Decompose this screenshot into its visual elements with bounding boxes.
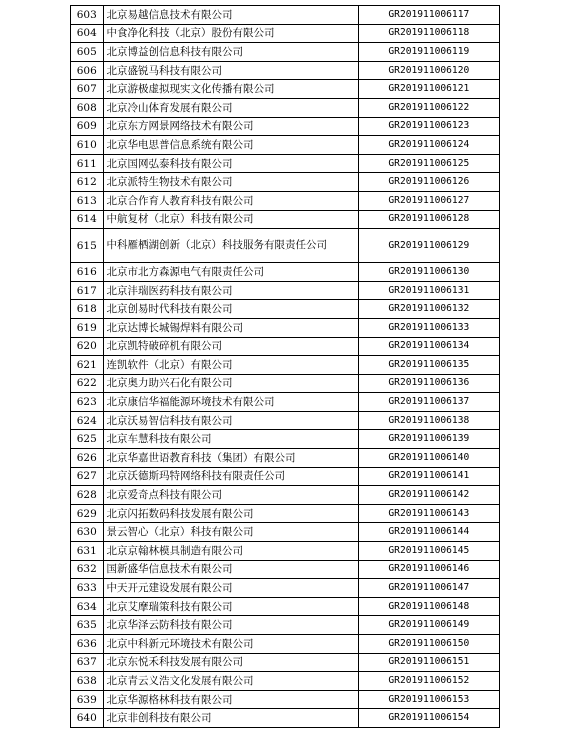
table-row — [71, 210, 500, 229]
certificate-number-cell: GR201911006151 — [358, 653, 499, 672]
row-number-cell: 620 — [71, 337, 104, 356]
certificate-number-cell: GR201911006117 — [358, 6, 499, 25]
company-name-cell: 北京非创科技有限公司 — [103, 709, 358, 728]
table-row — [71, 616, 500, 635]
row-number-cell: 619 — [71, 318, 104, 337]
certificate-number-cell: GR201911006147 — [358, 579, 499, 598]
certificate-number-cell: GR201911006130 — [358, 263, 499, 282]
company-name-cell: 北京车慧科技有限公司 — [103, 430, 358, 449]
certificate-number-cell: GR201911006129 — [358, 229, 499, 263]
row-number-cell: 628 — [71, 486, 104, 505]
row-number-cell: 605 — [71, 43, 104, 62]
company-name-cell: 北京沃易智信科技有限公司 — [103, 411, 358, 430]
certificate-number-cell: GR201911006128 — [358, 210, 499, 229]
row-number-cell: 636 — [71, 635, 104, 654]
company-name-cell: 北京华嘉世语教育科技（集团）有限公司 — [103, 449, 358, 468]
table-row — [71, 597, 500, 616]
certificate-number-cell: GR201911006143 — [358, 504, 499, 523]
company-name-cell: 北京游极虚拟现实文化传播有限公司 — [103, 80, 358, 99]
company-name-cell: 北京市北方森源电气有限责任公司 — [103, 263, 358, 282]
row-number-cell: 629 — [71, 504, 104, 523]
company-name-cell: 北京博益创信息科技有限公司 — [103, 43, 358, 62]
company-name-cell: 北京华泽云防科技有限公司 — [103, 616, 358, 635]
row-number-cell: 638 — [71, 672, 104, 691]
certificate-number-cell: GR201911006148 — [358, 597, 499, 616]
enterprise-list-table — [70, 5, 500, 728]
company-name-cell: 北京冷山体育发展有限公司 — [103, 98, 358, 117]
company-name-cell: 北京沣瑞医药科技有限公司 — [103, 281, 358, 300]
company-name-cell: 中食净化科技（北京）股份有限公司 — [103, 24, 358, 43]
table-row — [71, 653, 500, 672]
table-row — [71, 154, 500, 173]
company-name-cell: 景云智心（北京）科技有限公司 — [103, 523, 358, 542]
row-number-cell: 633 — [71, 579, 104, 598]
company-name-cell: 北京国网弘泰科技有限公司 — [103, 154, 358, 173]
company-name-cell: 北京华源格林科技有限公司 — [103, 690, 358, 709]
table-row — [71, 374, 500, 393]
row-number-cell: 611 — [71, 154, 104, 173]
certificate-number-cell: GR201911006125 — [358, 154, 499, 173]
certificate-number-cell: GR201911006136 — [358, 374, 499, 393]
table-row — [71, 300, 500, 319]
table-row — [71, 672, 500, 691]
table-row — [71, 449, 500, 468]
certificate-number-cell: GR201911006126 — [358, 173, 499, 192]
table-row — [71, 709, 500, 728]
row-number-cell: 625 — [71, 430, 104, 449]
row-number-cell: 618 — [71, 300, 104, 319]
company-name-cell: 北京闪拓数码科技发展有限公司 — [103, 504, 358, 523]
table-row — [71, 136, 500, 155]
table-row — [71, 635, 500, 654]
row-number-cell: 640 — [71, 709, 104, 728]
table-body — [71, 6, 500, 728]
table-row — [71, 560, 500, 579]
row-number-cell: 617 — [71, 281, 104, 300]
certificate-number-cell: GR201911006142 — [358, 486, 499, 505]
certificate-number-cell: GR201911006140 — [358, 449, 499, 468]
row-number-cell: 606 — [71, 61, 104, 80]
row-number-cell: 624 — [71, 411, 104, 430]
company-name-cell: 连凯软件（北京）有限公司 — [103, 356, 358, 375]
certificate-number-cell: GR201911006152 — [358, 672, 499, 691]
certificate-number-cell: GR201911006122 — [358, 98, 499, 117]
table-row — [71, 117, 500, 136]
row-number-cell: 613 — [71, 191, 104, 210]
table-row — [71, 191, 500, 210]
certificate-number-cell: GR201911006123 — [358, 117, 499, 136]
row-number-cell: 621 — [71, 356, 104, 375]
certificate-number-cell: GR201911006119 — [358, 43, 499, 62]
company-name-cell: 北京达博长城锡焊料有限公司 — [103, 318, 358, 337]
table-row — [71, 43, 500, 62]
table-row — [71, 6, 500, 25]
table-row — [71, 393, 500, 412]
certificate-number-cell: GR201911006138 — [358, 411, 499, 430]
row-number-cell: 608 — [71, 98, 104, 117]
row-number-cell: 622 — [71, 374, 104, 393]
certificate-number-cell: GR201911006120 — [358, 61, 499, 80]
table-row — [71, 523, 500, 542]
row-number-cell: 639 — [71, 690, 104, 709]
table-row — [71, 579, 500, 598]
row-number-cell: 627 — [71, 467, 104, 486]
row-number-cell: 603 — [71, 6, 104, 25]
certificate-number-cell: GR201911006134 — [358, 337, 499, 356]
company-name-cell: 北京合作育人教育科技有限公司 — [103, 191, 358, 210]
certificate-number-cell: GR201911006132 — [358, 300, 499, 319]
row-number-cell: 623 — [71, 393, 104, 412]
row-number-cell: 614 — [71, 210, 104, 229]
certificate-number-cell: GR201911006131 — [358, 281, 499, 300]
row-number-cell: 626 — [71, 449, 104, 468]
company-name-cell: 北京艾摩瑞策科技有限公司 — [103, 597, 358, 616]
table-row — [71, 173, 500, 192]
certificate-number-cell: GR201911006127 — [358, 191, 499, 210]
certificate-number-cell: GR201911006137 — [358, 393, 499, 412]
table-row — [71, 281, 500, 300]
certificate-number-cell: GR201911006154 — [358, 709, 499, 728]
table-row — [71, 229, 500, 263]
row-number-cell: 637 — [71, 653, 104, 672]
row-number-cell: 609 — [71, 117, 104, 136]
table-row — [71, 356, 500, 375]
company-name-cell: 北京派特生物技术有限公司 — [103, 173, 358, 192]
table-row — [71, 430, 500, 449]
table-row — [71, 486, 500, 505]
table-row — [71, 61, 500, 80]
company-name-cell: 北京易越信息技术有限公司 — [103, 6, 358, 25]
certificate-number-cell: GR201911006145 — [358, 542, 499, 561]
certificate-number-cell: GR201911006153 — [358, 690, 499, 709]
certificate-number-cell: GR201911006135 — [358, 356, 499, 375]
company-name-cell: 国新盛华信息技术有限公司 — [103, 560, 358, 579]
certificate-number-cell: GR201911006146 — [358, 560, 499, 579]
company-name-cell: 北京盛锐马科技有限公司 — [103, 61, 358, 80]
company-name-cell: 北京中科新元环境技术有限公司 — [103, 635, 358, 654]
company-name-cell: 北京京翰林模具制造有限公司 — [103, 542, 358, 561]
table-row — [71, 318, 500, 337]
company-name-cell: 北京沃德斯玛特网络科技有限责任公司 — [103, 467, 358, 486]
company-name-cell: 北京凯特破碎机有限公司 — [103, 337, 358, 356]
company-name-cell: 北京东方网景网络技术有限公司 — [103, 117, 358, 136]
row-number-cell: 635 — [71, 616, 104, 635]
company-name-cell: 北京康信华福能源环境技术有限公司 — [103, 393, 358, 412]
row-number-cell: 610 — [71, 136, 104, 155]
certificate-number-cell: GR201911006149 — [358, 616, 499, 635]
company-name-cell: 北京奥力助兴石化有限公司 — [103, 374, 358, 393]
certificate-number-cell: GR201911006133 — [358, 318, 499, 337]
row-number-cell: 631 — [71, 542, 104, 561]
company-name-cell: 北京创易时代科技有限公司 — [103, 300, 358, 319]
row-number-cell: 630 — [71, 523, 104, 542]
company-name-cell: 北京爱奇点科技有限公司 — [103, 486, 358, 505]
row-number-cell: 604 — [71, 24, 104, 43]
row-number-cell: 634 — [71, 597, 104, 616]
row-number-cell: 612 — [71, 173, 104, 192]
company-name-cell: 中科雁栖湖创新（北京）科技服务有限责任公司 — [103, 229, 358, 263]
certificate-number-cell: GR201911006141 — [358, 467, 499, 486]
company-name-cell: 北京青云义浩文化发展有限公司 — [103, 672, 358, 691]
table-row — [71, 504, 500, 523]
company-name-cell: 中航复材（北京）科技有限公司 — [103, 210, 358, 229]
table-row — [71, 411, 500, 430]
company-name-cell: 中天开元建设发展有限公司 — [103, 579, 358, 598]
company-name-cell: 北京东悦禾科技发展有限公司 — [103, 653, 358, 672]
table-row — [71, 80, 500, 99]
row-number-cell: 632 — [71, 560, 104, 579]
certificate-number-cell: GR201911006150 — [358, 635, 499, 654]
certificate-number-cell: GR201911006144 — [358, 523, 499, 542]
certificate-number-cell: GR201911006118 — [358, 24, 499, 43]
company-name-cell: 北京华电思普信息系统有限公司 — [103, 136, 358, 155]
row-number-cell: 607 — [71, 80, 104, 99]
certificate-number-cell: GR201911006121 — [358, 80, 499, 99]
table-row — [71, 337, 500, 356]
table-row — [71, 542, 500, 561]
table-row — [71, 98, 500, 117]
row-number-cell: 615 — [71, 229, 104, 263]
table-row — [71, 263, 500, 282]
certificate-number-cell: GR201911006139 — [358, 430, 499, 449]
table-row — [71, 467, 500, 486]
table-row — [71, 24, 500, 43]
table-row — [71, 690, 500, 709]
certificate-number-cell: GR201911006124 — [358, 136, 499, 155]
row-number-cell: 616 — [71, 263, 104, 282]
